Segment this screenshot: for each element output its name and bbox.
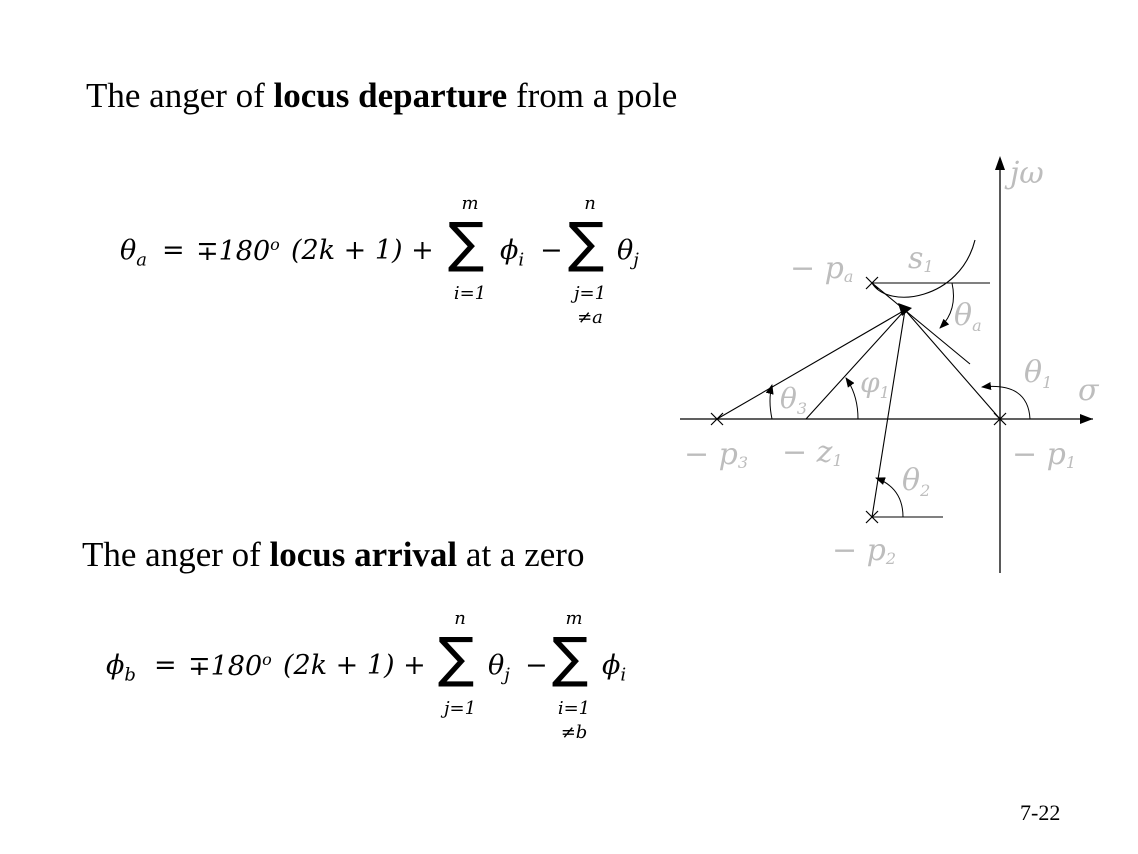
eq1-term2-symbol: θ [617,235,634,266]
eq1-sum2-bottom2: ≠a [577,307,603,328]
eq1-sum2-bottom: j=1 [573,283,607,304]
eq2-sum2-bottom2: ≠b [560,722,588,743]
eq2-sum2-bottom: i=1 [557,698,591,719]
eq1-term2-sub: j [633,249,639,271]
label-theta3-sub: 3 [796,399,808,418]
eq2-sum1-top: n [454,608,466,629]
eq2-degree: o [262,650,272,669]
label-theta1-main: θ [1024,355,1043,390]
label-s1-main: s [908,241,924,276]
label-theta-a-sub: a [972,316,982,335]
label-p2-main: − p [832,533,886,568]
label-p1-sub: 1 [1065,453,1077,472]
eq1-sum1-top: m [461,193,479,214]
label-theta1-sub: 1 [1042,373,1053,392]
eq1-minus: − [540,235,563,266]
imag-axis-arrowhead [995,156,1005,170]
eq2-factor: (2k + 1) + [283,650,426,681]
eq1-sum2-sigma: ∑ [568,211,605,274]
label-theta2-main: θ [902,463,921,498]
eq1-lhs-sub: a [136,249,147,271]
heading-departure-bold: locus departure [273,76,508,115]
label-p1 [1012,437,1076,472]
eq2-term1-sub: j [504,664,510,686]
label-p1-main: − p [1012,437,1066,472]
eq1-factor: (2k + 1) + [291,235,434,266]
eq2-sum1-bottom: j=1 [443,698,477,719]
label-pa-sub: a [843,267,854,286]
label-p2-sub: 2 [885,549,897,568]
arc-theta2 [876,478,903,517]
heading-arrival-bold: locus arrival [269,535,458,574]
label-sigma: σ [1078,373,1099,408]
label-s1 [908,241,934,276]
label-pa [790,251,853,286]
eq2-lhs-sub: b [124,664,136,686]
eq2-sum1-sigma: ∑ [438,626,475,689]
eq2-term1-symbol: θ [488,650,505,681]
eq2-sum2-top: m [565,608,583,629]
label-p3-sub: 3 [737,453,749,472]
page-number: 7-22 [1020,800,1061,825]
eq2-sum2-sigma: ∑ [552,626,589,689]
label-theta-a [954,298,982,335]
heading-arrival-suffix: at a zero [457,535,585,574]
label-z1-main: − z [782,435,833,470]
label-phi1-main: φ [860,366,880,399]
arc-theta-a [940,283,954,328]
label-phi1 [860,366,890,402]
vector-p1-to-s1 [905,310,1000,419]
eq2-lhs-symbol: ϕ [106,650,125,681]
label-theta3 [780,382,807,418]
eq1-equals: = [162,235,185,266]
eq2-term2-symbol: ϕ [602,650,621,681]
eq2-term2-sub: i [620,664,627,686]
arc-theta3 [770,385,772,419]
label-theta-a-main: θ [954,298,973,333]
arc-phi1 [846,378,858,419]
arc-theta1 [982,386,1030,419]
label-phi1-sub: 1 [879,383,890,402]
label-theta3-main: θ [780,382,797,415]
eq1-constant-value: ∓180 [196,236,271,267]
eq1-sum2-top: n [584,193,596,214]
label-theta1 [1024,355,1052,392]
real-axis-arrowhead [1080,414,1093,424]
eq1-sum1-bottom: i=1 [453,283,487,304]
eq2-constant-value: ∓180 [188,651,263,682]
eq1-degree: o [270,235,280,254]
label-z1-sub: 1 [832,451,843,470]
vector-p3-to-s1 [717,310,905,419]
eq1-lhs-symbol: θ [120,235,137,266]
eq2-minus: − [525,650,548,681]
eq2-equals: = [154,650,177,681]
eq1-term1-symbol: ϕ [500,235,519,266]
label-theta2-sub: 2 [920,481,931,500]
heading-departure-prefix: The anger of [86,76,274,115]
label-p3-main: − p [684,437,738,472]
label-theta2 [902,463,930,500]
eq1-sum1-sigma: ∑ [448,211,485,274]
heading-arrival-prefix: The anger of [82,535,270,574]
label-s1-sub: 1 [923,257,934,276]
label-p2 [832,533,896,568]
heading-departure-suffix: from a pole [507,76,678,115]
label-jw: jω [1010,156,1044,191]
label-pa-main: − p [790,251,844,286]
eq1-term1-sub: i [518,249,525,271]
label-p3 [684,437,748,472]
label-z1 [782,435,843,470]
